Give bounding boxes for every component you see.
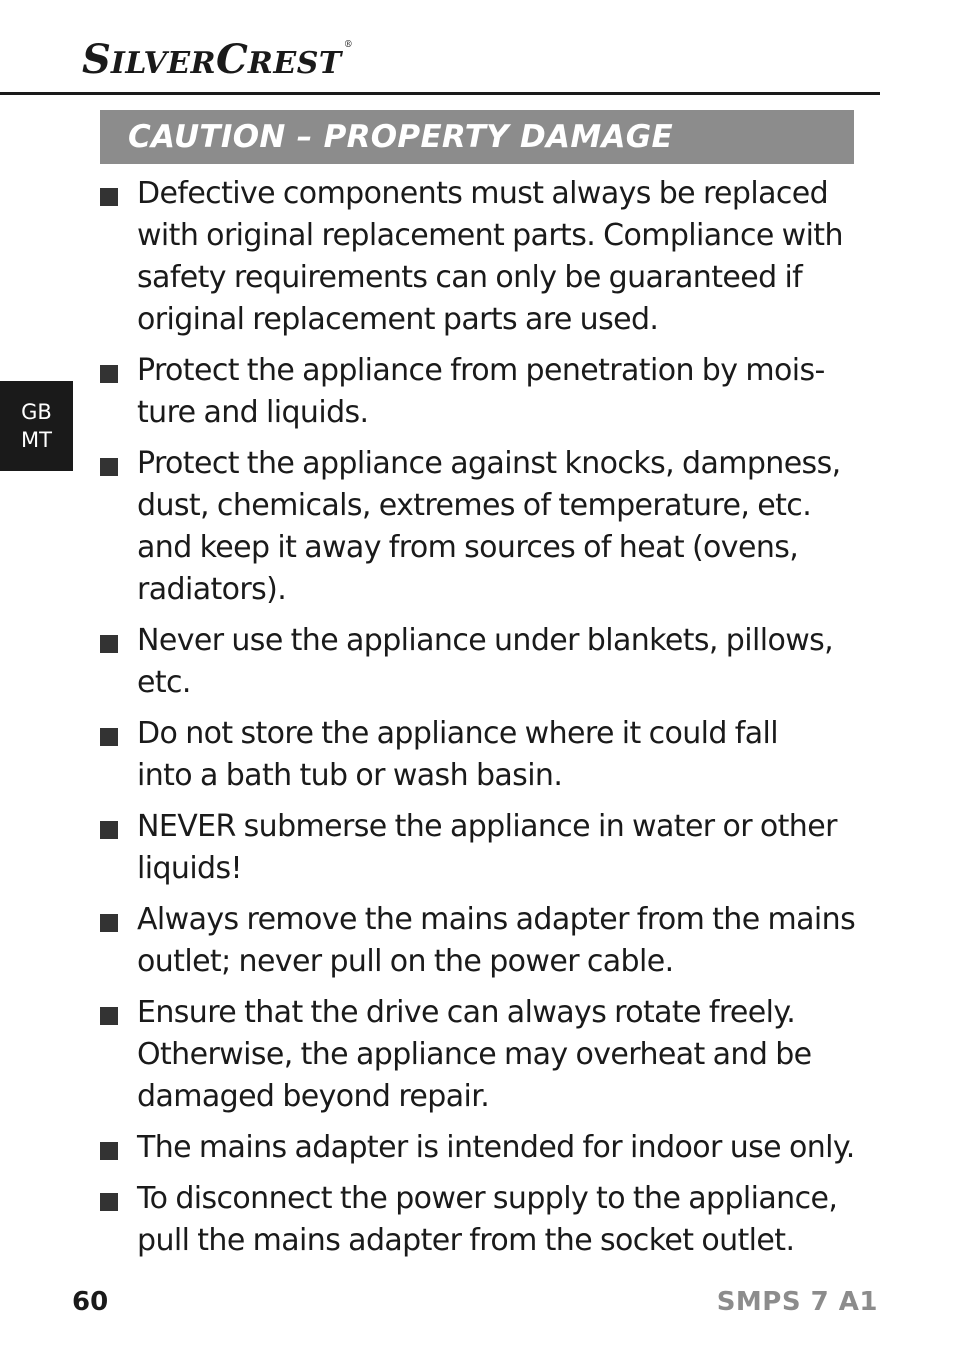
square-bullet-icon [100, 821, 118, 839]
model-number: SMPS 7 A1 [716, 1287, 878, 1317]
brand-letter: C [216, 36, 248, 83]
list-item-text: The mains adapter is intended for indoor use only. [137, 1130, 855, 1165]
section-title: CAUTION – PROPERTY DAMAGE [128, 119, 673, 155]
list-item [100, 992, 860, 1118]
square-bullet-icon [100, 1193, 118, 1211]
square-bullet-icon [100, 458, 118, 476]
list-item [100, 713, 860, 797]
caution-list [100, 173, 860, 1271]
list-item-text: NEVER submerse the appliance in water or other liquids! [137, 809, 837, 886]
list-item-text: Protect the appliance from penetration by mois- ture and liquids. [137, 353, 825, 430]
square-bullet-icon [100, 1142, 118, 1160]
header-rule [0, 92, 880, 95]
list-item-text: Always remove the mains adapter from the mains outlet; never pull on the power cable. [137, 902, 856, 979]
language-code-mt: MT [21, 428, 52, 452]
page-number: 60 [72, 1287, 109, 1317]
brand-letters: REST [247, 46, 342, 81]
list-item [100, 1127, 860, 1169]
list-item [100, 1178, 860, 1262]
square-bullet-icon [100, 188, 118, 206]
registered-mark: ® [343, 40, 353, 50]
list-item [100, 899, 860, 983]
brand-letters: ILVER [110, 46, 217, 81]
list-item [100, 173, 860, 341]
list-item-text: Protect the appliance against knocks, dampness, dust, chemicals, extremes of temperature, etc. and keep it away from sources of heat (ovens, radiators). [137, 446, 841, 607]
language-code-gb: GB [21, 400, 52, 424]
brand-letter: S [82, 36, 111, 83]
list-item [100, 806, 860, 890]
brand-logo [82, 36, 353, 83]
list-item-text: Do not store the appliance where it could fall into a bath tub or wash basin. [137, 716, 778, 793]
square-bullet-icon [100, 728, 118, 746]
square-bullet-icon [100, 914, 118, 932]
square-bullet-icon [100, 635, 118, 653]
list-item [100, 620, 860, 704]
square-bullet-icon [100, 365, 118, 383]
section-heading-bar [100, 110, 854, 164]
list-item [100, 443, 860, 611]
square-bullet-icon [100, 1007, 118, 1025]
list-item [100, 350, 860, 434]
list-item-text: Never use the appliance under blankets, pillows, etc. [137, 623, 834, 700]
list-item-text: Defective components must always be replaced with original replacement parts. Compliance with safety requirements can only be guaranteed if original replacement parts are used. [137, 176, 843, 337]
list-item-text: Ensure that the drive can always rotate freely. Otherwise, the appliance may overheat and be damaged beyond repair. [137, 995, 812, 1114]
language-tab [0, 381, 73, 471]
list-item-text: To disconnect the power supply to the appliance, pull the mains adapter from the socket outlet. [137, 1181, 838, 1258]
